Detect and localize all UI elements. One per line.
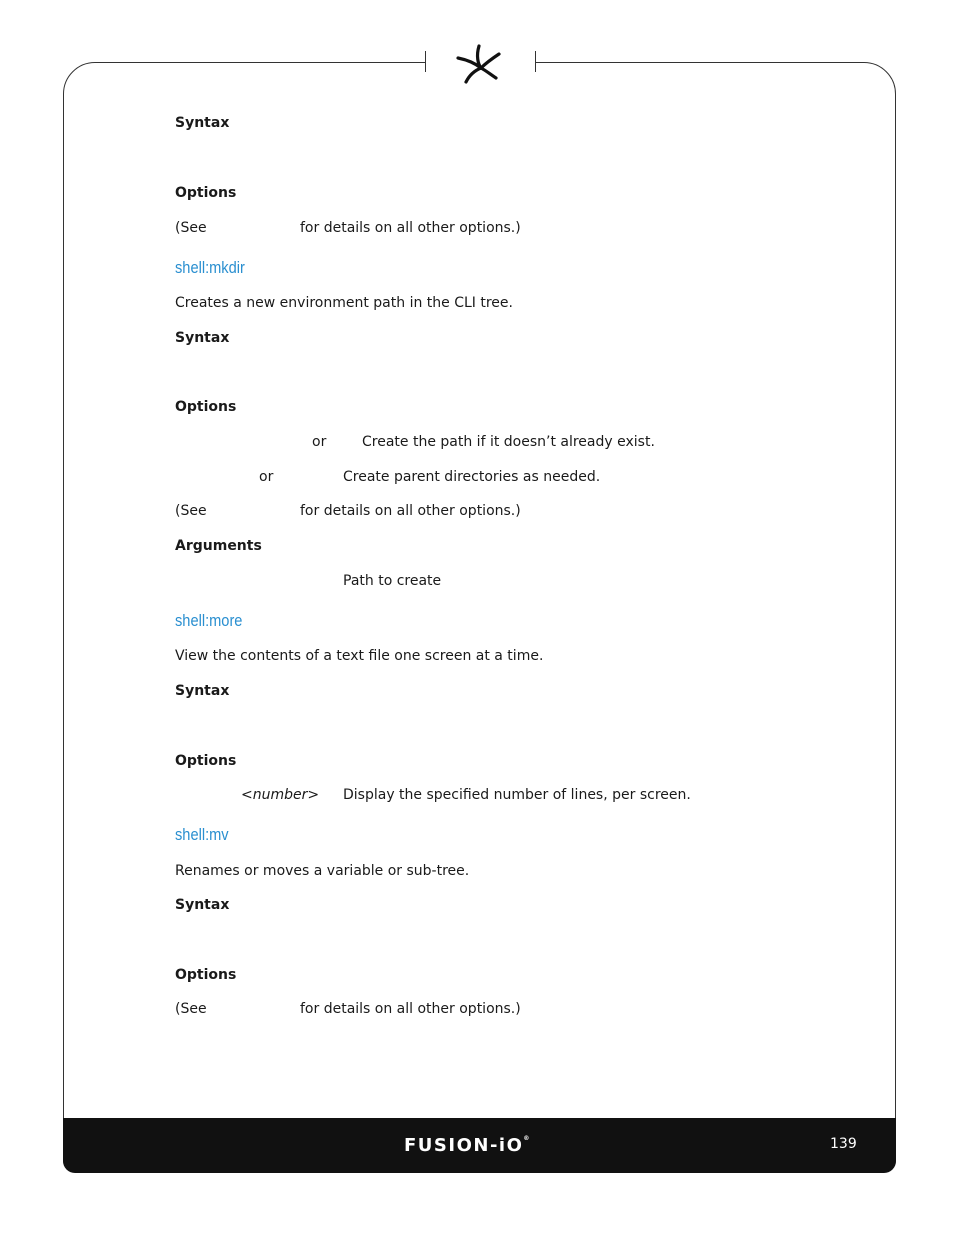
mkdir-description: Creates a new environment path in the CLI tree. (175, 295, 513, 311)
see-prefix: (See (175, 503, 207, 519)
options-heading: Options (175, 967, 237, 983)
argument-description: Path to create (343, 573, 442, 589)
arguments-heading: Arguments (175, 538, 262, 554)
options-heading: Options (175, 185, 237, 201)
brand-name: FUSION-iO (404, 1135, 524, 1156)
see-suffix: for details on all other options.) (300, 503, 521, 519)
option-description: Create parent directories as needed. (343, 469, 601, 485)
syntax-heading: Syntax (175, 115, 230, 131)
option-description: Display the specified number of lines, per screen. (343, 787, 691, 803)
syntax-heading: Syntax (175, 683, 230, 699)
see-suffix: for details on all other options.) (300, 220, 521, 236)
brand-logo (404, 1135, 531, 1156)
mv-description: Renames or moves a variable or sub-tree. (175, 863, 470, 879)
more-description: View the contents of a text file one screen at a time. (175, 648, 544, 664)
page-number: 139 (830, 1136, 857, 1152)
option-or: or (259, 469, 274, 485)
syntax-heading: Syntax (175, 330, 230, 346)
section-title-more: shell:more (175, 611, 243, 630)
see-prefix: (See (175, 1001, 207, 1017)
syntax-heading: Syntax (175, 897, 230, 913)
options-heading: Options (175, 753, 237, 769)
see-suffix: for details on all other options.) (300, 1001, 521, 1017)
options-heading: Options (175, 399, 237, 415)
option-or: or (312, 434, 327, 450)
see-prefix: (See (175, 220, 207, 236)
brand-registered-mark: ® (523, 1135, 531, 1142)
option-parameter: <number> (241, 787, 320, 803)
section-title-mv: shell:mv (175, 825, 229, 844)
frame-tick-left (425, 51, 426, 72)
fusion-io-star-icon (452, 42, 506, 86)
frame-tick-right (535, 51, 536, 72)
option-description: Create the path if it doesn’t already exist. (362, 434, 655, 450)
section-title-mkdir: shell:mkdir (175, 258, 245, 277)
